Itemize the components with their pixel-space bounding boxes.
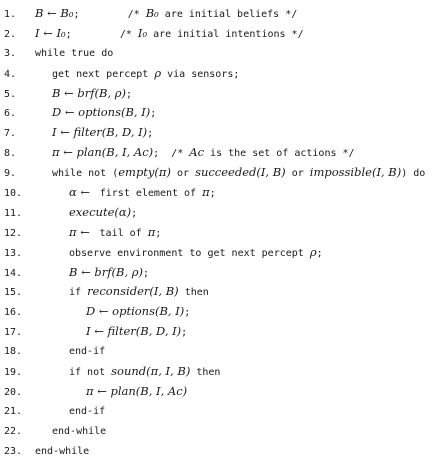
code-text (35, 44, 113, 64)
code-token: then (190, 367, 221, 379)
code-token: while not ( (52, 168, 119, 180)
code-line (4, 24, 440, 44)
line-number: 3. (4, 47, 17, 59)
math-expression: B ← brf(B, ρ) (69, 264, 144, 279)
code-token: ; (150, 108, 157, 120)
code-text (35, 263, 149, 284)
code-text (35, 163, 425, 184)
math-expression: B ← B₀ (35, 6, 74, 20)
code-token: observe environment to get next percept (69, 247, 310, 259)
code-token: or (170, 168, 196, 180)
math-expression: reconsider(I, B) (87, 284, 179, 299)
code-line (4, 402, 440, 422)
code-token: ; /* (153, 148, 190, 160)
math-expression: π ← plan(B, I, Ac) (52, 145, 154, 160)
code-token: end-while (35, 445, 90, 457)
line-number: 1. (4, 9, 17, 20)
code-token: ) do (401, 168, 426, 180)
code-token: ; (209, 188, 216, 200)
code-line (4, 183, 440, 203)
code-text (35, 64, 239, 85)
line-number: 14. (4, 267, 23, 279)
code-token: are initial intentions */ (147, 28, 304, 40)
code-text (35, 342, 105, 362)
code-text (35, 243, 323, 264)
line-number: 9. (4, 168, 17, 180)
math-expression: Ac (189, 145, 205, 160)
code-token: then (178, 287, 209, 299)
code-text (35, 382, 187, 403)
code-line (4, 103, 440, 123)
code-line (4, 322, 440, 342)
code-text (35, 223, 161, 244)
math-expression: α ← (69, 185, 94, 200)
code-token: via sensors; (161, 68, 240, 80)
math-expression: π ← plan(B, I, Ac) (86, 383, 188, 398)
math-expression: execute(α) (69, 204, 132, 219)
line-number: 17. (4, 327, 23, 339)
code-token: ; (316, 247, 323, 259)
line-number: 5. (4, 88, 17, 100)
code-text (35, 442, 89, 462)
code-line (4, 263, 440, 283)
code-text (35, 24, 304, 45)
math-expression: empty(π) (118, 165, 171, 180)
line-number: 13. (4, 247, 23, 259)
code-line (4, 84, 440, 104)
math-expression: sound(π, I, B) (111, 364, 191, 379)
line-number: 21. (4, 405, 23, 417)
math-expression: I ← filter(B, D, I) (86, 324, 182, 339)
code-token: ; (131, 207, 138, 219)
line-number: 22. (4, 425, 23, 437)
math-expression: I ← I₀ (35, 25, 66, 40)
line-number: 11. (4, 207, 23, 219)
line-number: 8. (4, 148, 17, 160)
code-token: ; /* (73, 9, 146, 20)
code-text (35, 282, 209, 303)
line-number: 2. (4, 28, 17, 40)
code-token: ; /* (65, 28, 138, 40)
math-expression: π (147, 224, 156, 239)
math-expression: π (202, 185, 210, 200)
code-token: get next percept (52, 68, 155, 80)
math-expression: I ← filter(B, D, I) (52, 125, 148, 140)
line-number: 6. (4, 108, 17, 120)
code-token: ; (155, 227, 162, 239)
code-text (35, 183, 216, 204)
code-token: if not (69, 367, 112, 379)
math-expression: ρ (309, 244, 317, 259)
code-text (35, 84, 132, 105)
code-text (35, 203, 137, 224)
line-number: 10. (4, 188, 23, 200)
line-number: 7. (4, 128, 17, 140)
code-line (4, 123, 440, 143)
code-token: ; (143, 267, 150, 279)
math-expression: B ← brf(B, ρ) (52, 85, 127, 100)
code-token: while true do (35, 47, 114, 59)
line-number: 23. (4, 445, 23, 457)
code-token: ; (181, 327, 188, 339)
code-token: ; (147, 128, 154, 140)
line-number: 20. (4, 386, 23, 398)
math-expression: B₀ (145, 6, 159, 20)
math-expression: π ← (69, 224, 94, 239)
math-expression: ρ (154, 65, 162, 80)
line-number: 15. (4, 287, 23, 299)
code-token: ; (126, 88, 133, 100)
code-line (4, 44, 440, 64)
code-line (4, 442, 440, 462)
code-token: end-while (52, 425, 107, 437)
code-text (35, 322, 187, 343)
code-text (35, 402, 105, 422)
code-text (35, 143, 355, 164)
code-text (35, 103, 156, 124)
line-number: 4. (4, 68, 17, 80)
code-line (4, 342, 440, 362)
line-number: 12. (4, 227, 23, 239)
code-line (4, 362, 440, 382)
code-line (4, 203, 440, 223)
math-expression: succeeded(I, B) (195, 165, 286, 180)
code-line (4, 382, 440, 402)
code-line (4, 302, 440, 322)
math-expression: D ← options(B, I) (86, 304, 185, 319)
math-expression: D ← options(B, I) (52, 105, 151, 120)
code-text (35, 422, 106, 442)
code-line (4, 4, 440, 24)
algorithm-listing (4, 4, 440, 461)
line-number: 18. (4, 346, 23, 358)
code-token: or (285, 168, 310, 180)
code-line (4, 282, 440, 302)
code-line (4, 223, 440, 243)
code-text (35, 123, 153, 144)
math-expression: I₀ (137, 25, 148, 40)
code-text (35, 302, 190, 323)
code-line (4, 243, 440, 263)
line-number: 19. (4, 367, 23, 379)
code-text (35, 362, 220, 383)
code-token: ; (184, 307, 191, 319)
code-line (4, 163, 440, 183)
code-line (4, 422, 440, 442)
code-token: end-if (69, 346, 106, 358)
code-token: first element of (93, 188, 203, 200)
code-token: are initial beliefs */ (158, 9, 298, 20)
line-number: 16. (4, 307, 23, 319)
code-line (4, 64, 440, 84)
code-token: if (69, 287, 88, 299)
code-token: is the set of actions */ (204, 148, 355, 160)
code-token: tail of (93, 227, 148, 239)
code-token: end-if (69, 405, 106, 417)
math-expression: impossible(I, B) (309, 165, 402, 180)
code-text (35, 4, 297, 25)
code-line (4, 143, 440, 163)
